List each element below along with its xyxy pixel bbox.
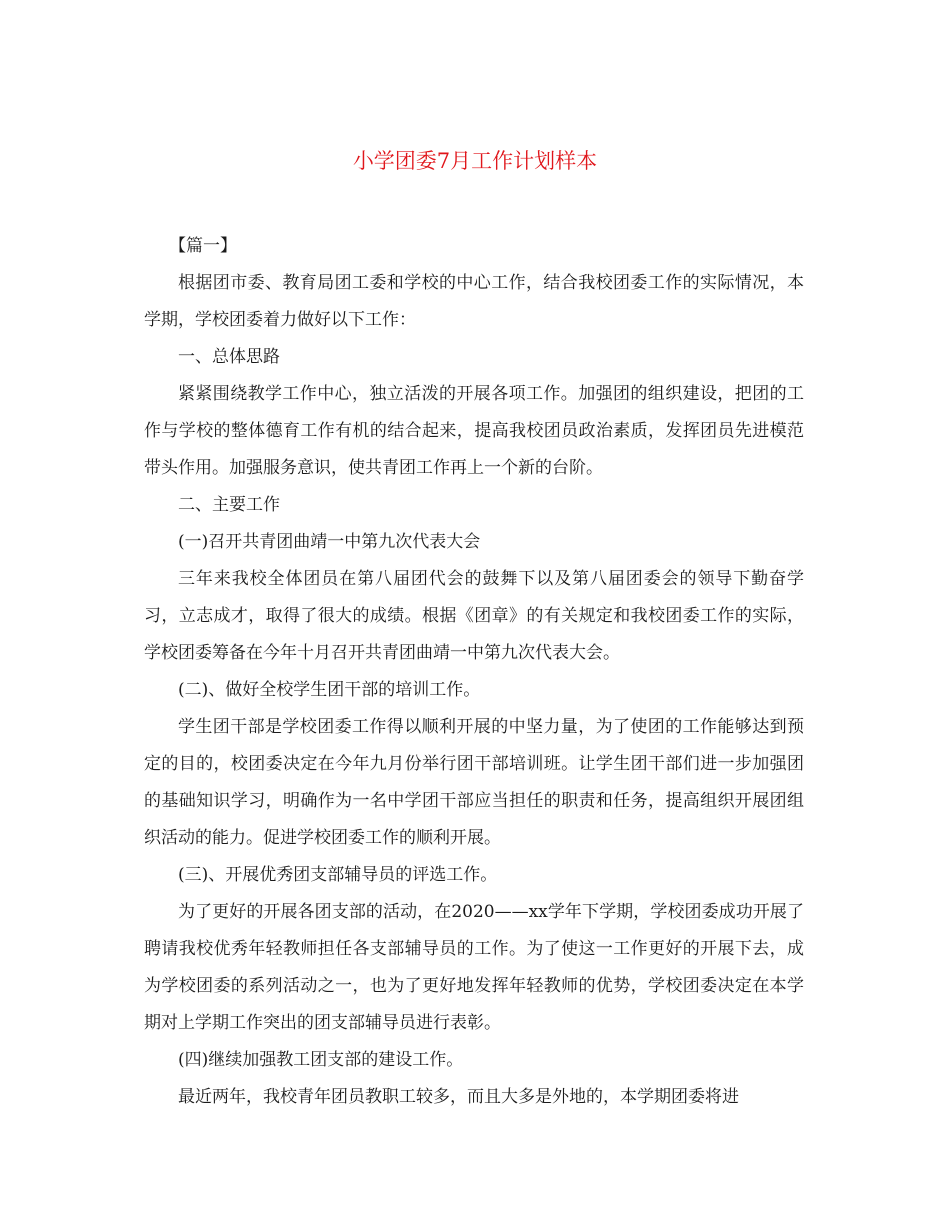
subheading-staff-branch: (四)继续加强教工团支部的建设工作。: [178, 1050, 464, 1070]
subheading-counselor-selection: (三)、开展优秀团支部辅导员的评选工作。: [178, 865, 498, 885]
general-approach-paragraph: 紧紧围绕教学工作中心，独立活泼的开展各项工作。加强团的组织建设，把团的工作与学校的整体德育工作有机的结合起来，提高我校团员政治素质，发挥团员先进模范带头作用。加强服务意识，使共青团工作再上一个新的台阶。: [144, 384, 804, 478]
subheading-congress: (一)召开共青团曲靖一中第九次代表大会: [178, 532, 481, 552]
cadre-training-paragraph: 学生团干部是学校团委工作得以顺利开展的中坚力量，为了使团的工作能够达到预定的目的，校团委决定在今年九月份举行团干部培训班。让学生团干部们进一步加强团的基础知识学习，明确作为一名中学团干部应当担任的职责和任务，提高组织开展团组织活动的能力。促进学校团委工作的顺利开展。: [144, 717, 804, 848]
section-heading-part-one: 【篇一】: [169, 236, 237, 256]
subheading-cadre-training: (二)、做好全校学生团干部的培训工作。: [178, 680, 481, 700]
counselor-selection-paragraph: 为了更好的开展各团支部的活动，在2020——xx学年下学期，学校团委成功开展了聘请我校优秀年轻教师担任各支部辅导员的工作。为了使这一工作更好的开展下去，成为学校团委的系列活动之一，也为了更好地发挥年轻教师的优势，学校团委决定在本学期对上学期工作突出的团支部辅导员进行表彰。: [144, 902, 804, 1033]
intro-paragraph: 根据团市委、教育局团工委和学校的中心工作，结合我校团委工作的实际情况，本学期，学校团委着力做好以下工作：: [144, 273, 804, 330]
heading-general-approach: 一、总体思路: [178, 347, 280, 367]
staff-branch-paragraph: 最近两年，我校青年团员教职工较多，而且大多是外地的，本学期团委将进: [178, 1087, 739, 1107]
document-title: 小学团委7月工作计划样本: [352, 149, 598, 173]
heading-main-work: 二、主要工作: [178, 495, 280, 515]
congress-paragraph: 三年来我校全体团员在第八届团代会的鼓舞下以及第八届团委会的领导下勤奋学习，立志成才，取得了很大的成绩。根据《团章》的有关规定和我校团委工作的实际，学校团委筹备在今年十月召开共青团曲靖一中第九次代表大会。: [144, 569, 804, 663]
document-body: [144, 228, 804, 1116]
